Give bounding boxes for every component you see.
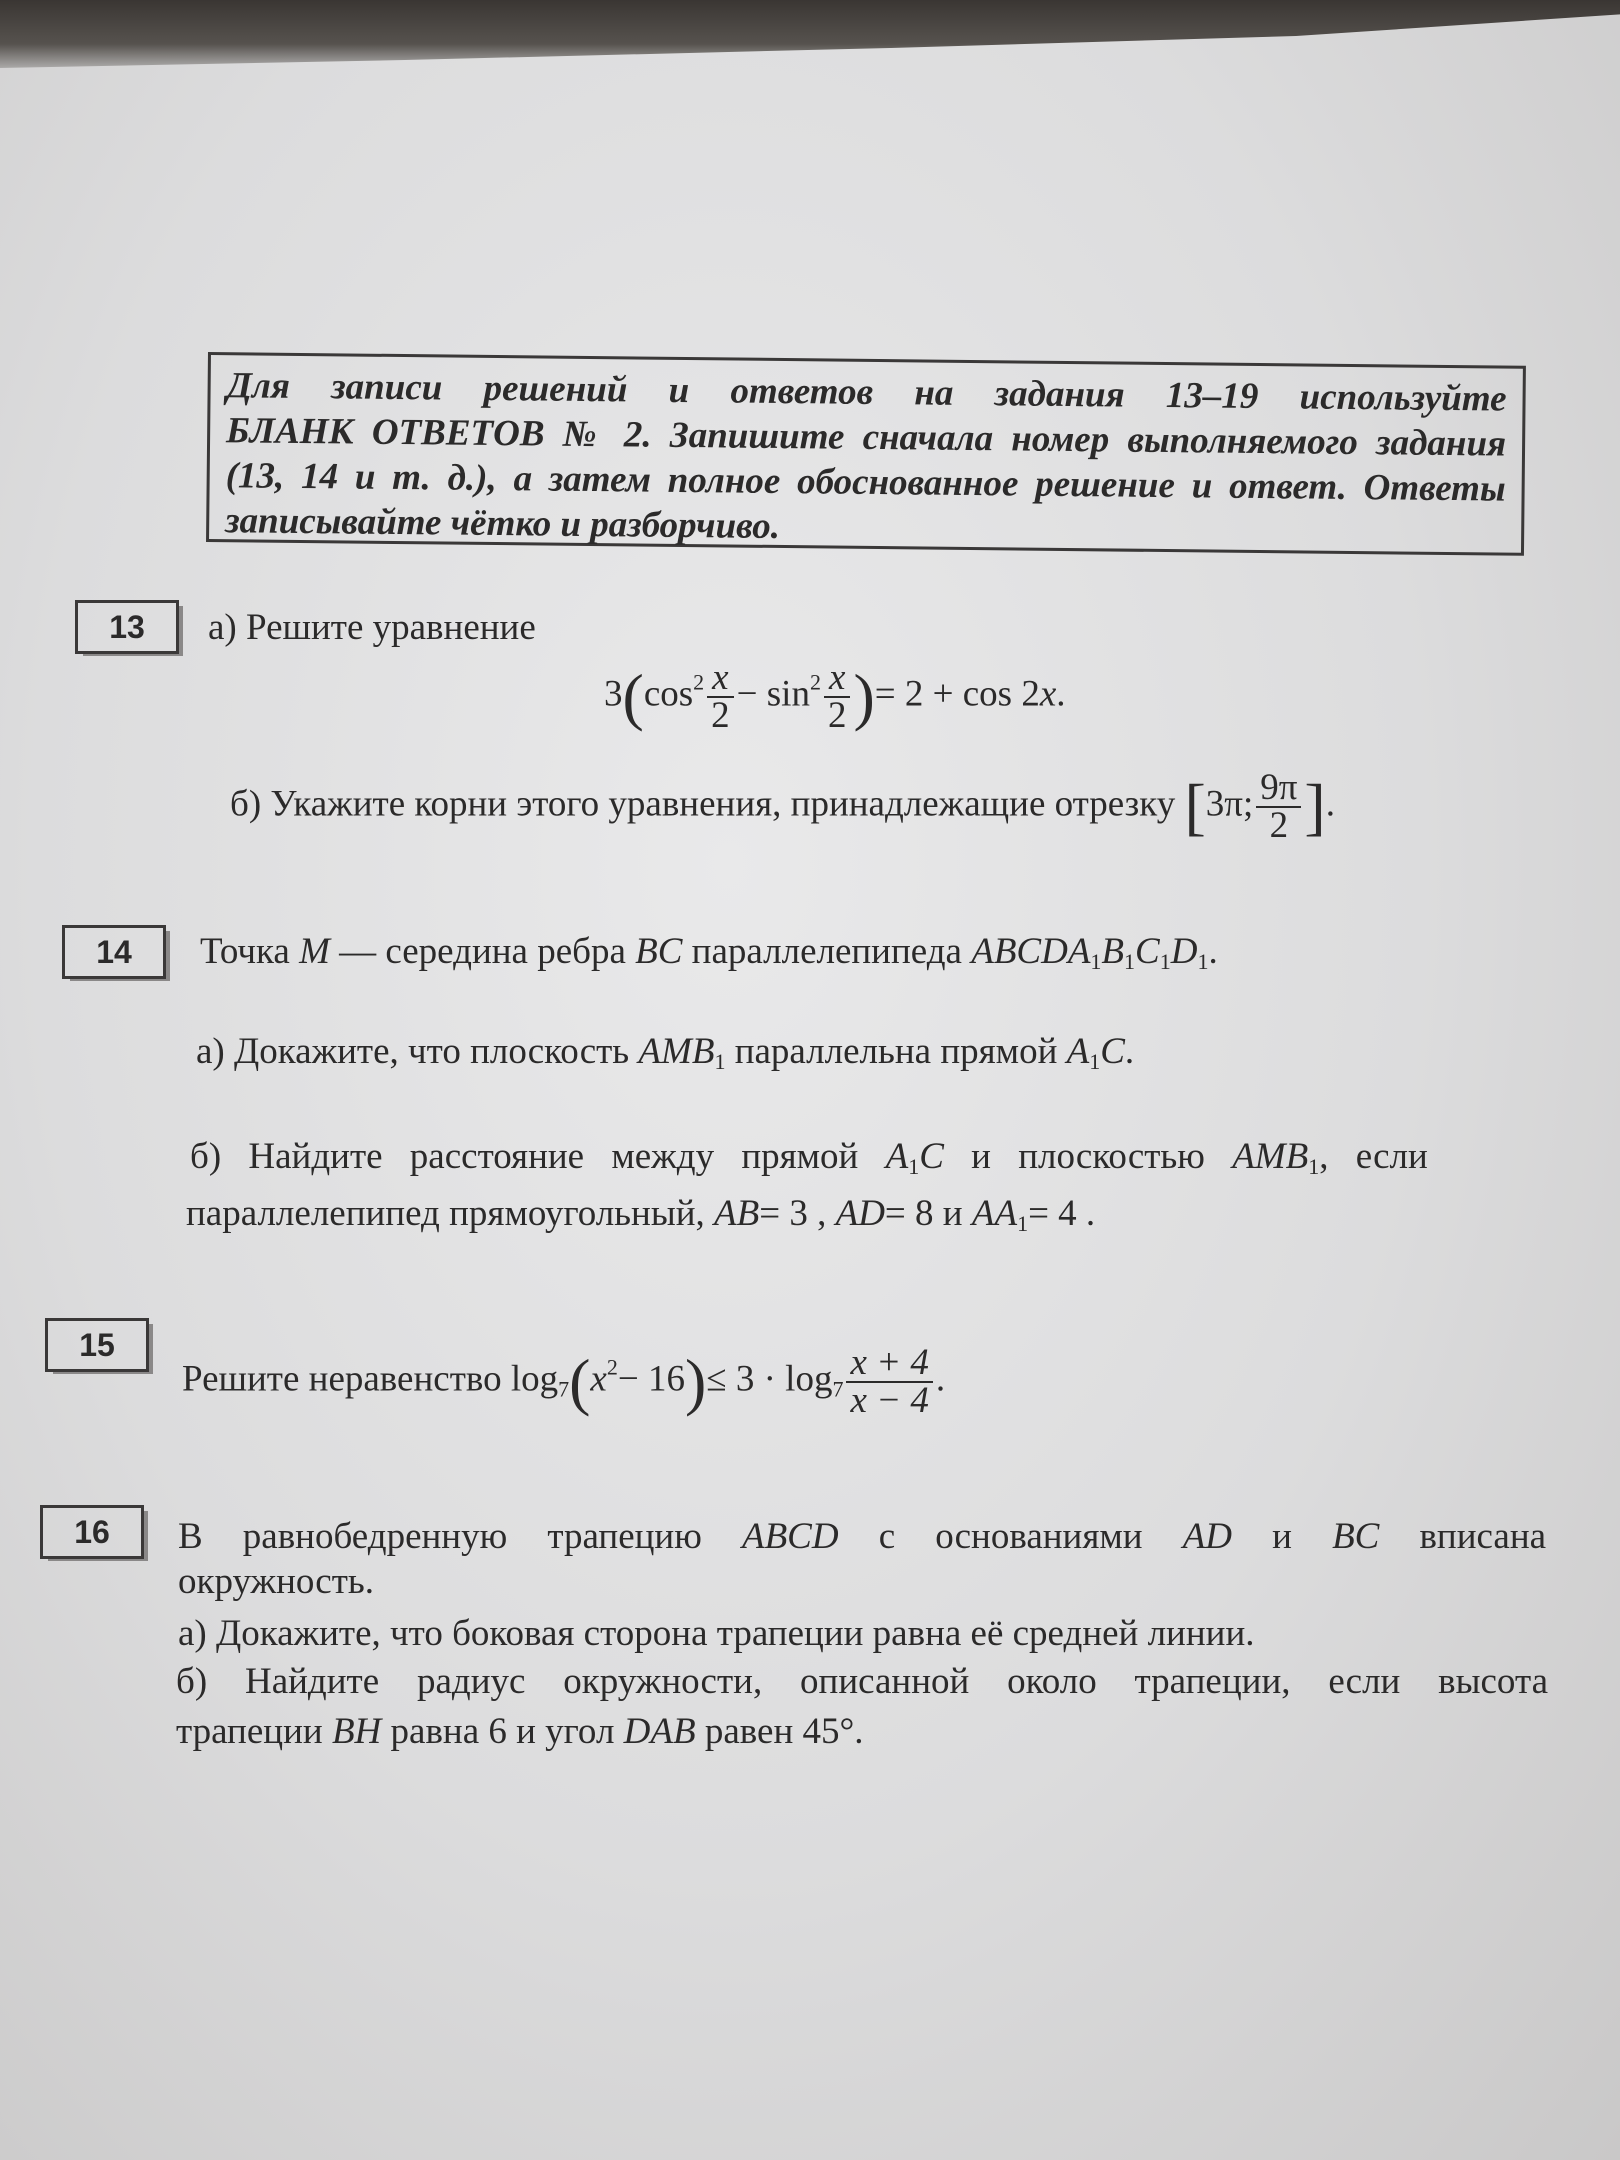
task-14-part-a: а) Докажите, что плоскость $AMB_1$ параллельна прямой $A_1C$. [196, 1031, 1135, 1074]
task-13-part-a: а) Решите уравнение [208, 607, 536, 648]
task-16-line-2: окружность. [178, 1561, 375, 1602]
task-14-number: 14 [62, 925, 166, 979]
task-16-part-a: а) Докажите, что боковая сторона трапеции равна её средней линии. [178, 1613, 1255, 1654]
instructions-line-4: записывайте чётко и разборчиво. [225, 500, 781, 547]
task-14-statement: Точка M — середина ребра BC параллелепипеда $ABCDA_1B_1C_1D_1$. [200, 931, 1218, 974]
task-13-number: 13 [75, 600, 179, 654]
task-15-statement: Решите неравенство $\log_7(x^2- 16)\le 3 \cdot \log_7$ $\frac{x + 4}{x - 4}$ . [182, 1342, 946, 1421]
task-16-line-1: В равнобедренную трапецию ABCD с основаниями AD и BC вписана [178, 1516, 1547, 1557]
instructions-box [206, 352, 1526, 556]
task-16-part-b-line-2: трапеции BH равна 6 и угол DAB равен 45°. [176, 1711, 864, 1752]
instructions-line-2: БЛАНК ОТВЕТОВ № 2. Запишите сначала номер выполняемого задания [225, 410, 1507, 465]
task-16-number: 16 [40, 1505, 144, 1559]
instructions-line-3: (13, 14 и т. д.), а затем полное обоснованное решение и ответ. Ответы [225, 455, 1506, 510]
task-14-part-b: б) Найдите расстояние между прямой $A_1C$ и плоскостью $AMB_1$, если [190, 1136, 1428, 1179]
task-13-equation: $3(\cos^2$ $\frac{x}{2}$ − $\sin^2$ $\frac{x}{2}$ )= 2 + cos 2x. [604, 657, 1066, 736]
task-15-number: 15 [45, 1318, 149, 1372]
task-13-part-b: б) Укажите корни этого уравнения, принадлежащие отрезку [3π; $\frac{9\pi}{2}$ ]. [230, 767, 1335, 846]
task-14-part-b-line-2: параллелепипед прямоугольный, AB= 3 , AD= 8 и $AA_1= 4$ . [186, 1193, 1096, 1236]
instructions-line-1: Для записи решений и ответов на задания 13–19 используйте [226, 365, 1507, 420]
task-16-part-b: б) Найдите радиус окружности, описанной около трапеции, если высота [176, 1661, 1548, 1702]
